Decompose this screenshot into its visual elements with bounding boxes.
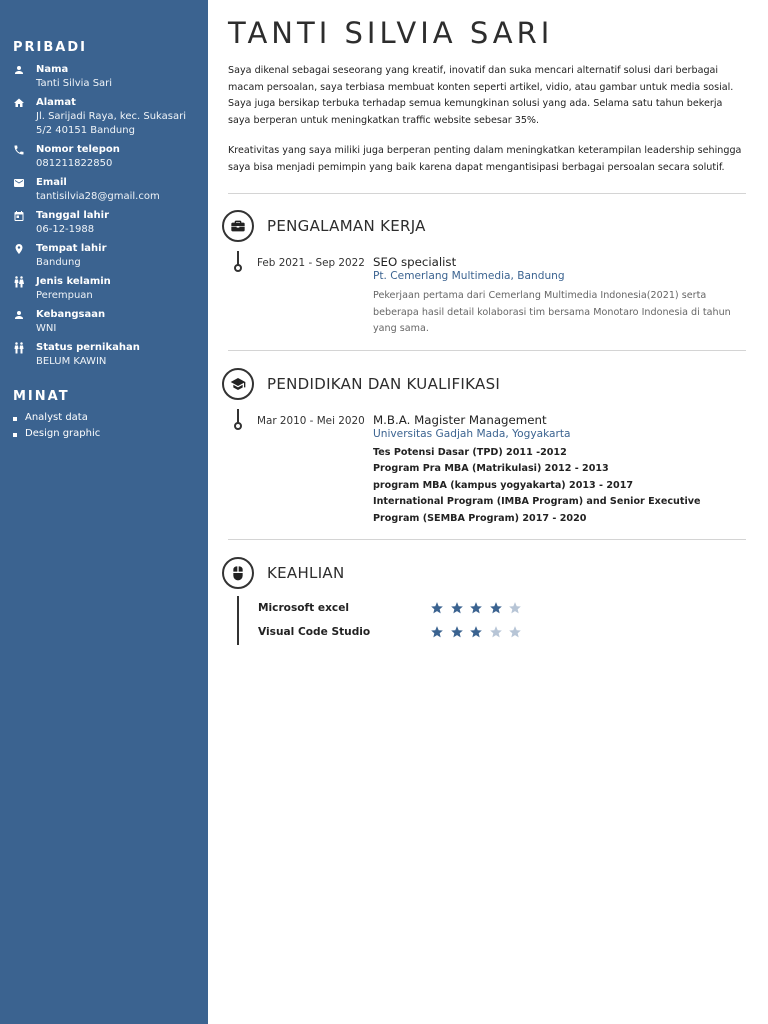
star-filled-icon [450,625,464,639]
personal-info-text [36,96,200,138]
personal-info-item [13,96,200,138]
skills-header [228,557,746,589]
info-value: Perempuan [36,290,93,301]
minat-item [13,428,200,439]
divider [228,539,746,540]
education-title: PENDIDIKAN DAN KUALIFIKASI [267,374,501,393]
personal-info-item [13,209,200,237]
divider [228,193,746,194]
info-value: Jl. Sarijadi Raya, kec. Sukasari 5/2 40151 Bandung [36,111,187,136]
star-filled-icon [430,601,444,615]
info-label: Nama [36,64,69,75]
personal-info-text [36,341,140,369]
skill-row [228,620,746,644]
divider [228,350,746,351]
summary-paragraph: Kreativitas yang saya miliki juga berperan penting dalam meningkatkan keterampilan leadership sehingga saya bisa menjadi pemimpin yang baik karena dapat mengantisipasi berbagai persoalan secara solutif. [228,145,742,173]
personal-info-item [13,341,200,369]
timeline-dot [234,422,242,430]
info-label: Kebangsaan [36,309,106,320]
bullet-icon [13,417,17,421]
minat-list [13,412,200,439]
info-label: Status pernikahan [36,342,140,353]
personal-info-text [36,63,112,91]
minat-item [13,412,200,423]
mouse-icon [222,557,254,589]
personal-info-item [13,143,200,171]
skill-row [228,596,746,620]
personal-info-item [13,308,200,336]
entry-body [373,413,746,528]
star-empty-icon [508,601,522,615]
main-content [228,0,746,644]
info-label: Tanggal lahir [36,210,110,221]
education-entry [228,413,746,528]
timeline-line [237,596,239,645]
minat-label: Design graphic [25,428,101,439]
experience-entry [228,255,746,338]
location-pin-icon [13,242,36,255]
qualification-item: Tes Potensi Dasar (TPD) 2011 -2012 [373,446,567,458]
entry-organization: Universitas Gadjah Mada, Yogyakarta [373,427,571,440]
skill-name: Microsoft excel [258,602,350,614]
briefcase-icon [222,210,254,242]
info-value: 06-12-1988 [36,224,95,235]
experience-header [228,210,746,242]
entry-title: SEO specialist [373,255,457,269]
skills-section [228,557,746,644]
entry-organization: Pt. Cemerlang Multimedia, Bandung [373,270,565,282]
couple-icon [13,341,36,354]
entry-date: Feb 2021 - Sep 2022 [257,257,365,269]
person-icon [13,63,36,76]
personal-info-item [13,176,200,204]
sidebar [0,0,208,1024]
info-value: tantisilvia28@gmail.com [36,191,160,202]
skill-rating [430,625,528,639]
pribadi-heading: PRIBADI [13,40,87,55]
qualification-item: International Program (IMBA Program) and Senior Executive Program (SEMBA Program) 2017 - 2020 [373,496,701,524]
skill-rating [430,601,528,615]
minat-label: Analyst data [25,412,88,423]
info-value: WNI [36,323,57,334]
info-value: Bandung [36,257,81,268]
entry-date: Mar 2010 - Mei 2020 [257,414,365,427]
personal-info-item [13,63,200,91]
education-section [228,368,746,528]
personal-info-text [36,176,160,204]
skills-list [228,596,746,644]
skills-title: KEAHLIAN [267,564,345,582]
minat-heading: MINAT [13,389,70,404]
person-icon [13,308,36,321]
phone-icon [13,143,36,156]
personal-info-text [36,308,105,336]
summary-paragraph: Saya dikenal sebagai seseorang yang kreatif, inovatif dan suka mencari alternatif solusi dari berbagai macam persoalan, saya terbiasa membuat konten seperti artikel, vidio, atau gambar untuk media sosial. Saya juga bersikap terbuka terhadap semua kemungkinan solusi yang ada. Selama satu tahun bekerja saya berperan untuk meningkatkan traffic website sebesar 35%. [228,65,734,126]
timeline-dot [234,264,242,272]
personal-info-item [13,242,200,270]
personal-info-text [36,143,120,171]
info-label: Jenis kelamin [36,276,111,287]
skill-name: Visual Code Studio [258,626,371,638]
info-value: BELUM KAWIN [36,356,107,367]
star-filled-icon [450,601,464,615]
info-value: Tanti Silvia Sari [36,78,113,89]
calendar-icon [13,209,36,222]
info-label: Tempat lahir [36,243,107,254]
bullet-icon [13,433,17,437]
info-label: Nomor telepon [36,144,120,155]
education-header [228,368,746,400]
candidate-name: TANTI SILVIA SARI [228,16,554,50]
star-filled-icon [430,625,444,639]
personal-info-item [13,275,200,303]
qualification-list [373,445,746,528]
entry-title: M.B.A. Magister Management [373,412,547,427]
home-icon [13,96,36,109]
graduation-cap-icon [222,368,254,400]
star-filled-icon [489,601,503,615]
experience-section [228,210,746,338]
personal-info-text [36,275,111,303]
qualification-item: program MBA (kampus yogyakarta) 2013 - 2017 [373,479,634,491]
star-empty-icon [508,625,522,639]
info-label: Email [36,177,67,188]
star-filled-icon [469,625,483,639]
star-empty-icon [489,625,503,639]
entry-description: Pekerjaan pertama dari Cemerlang Multimedia Indonesia(2021) serta beberapa hasil detail kolaborasi tim bersama Monotaro Indonesia di tahun yang sama. [373,290,731,334]
email-icon [13,176,36,189]
entry-body [373,255,746,338]
gender-icon [13,275,36,288]
experience-title: PENGALAMAN KERJA [267,217,426,235]
info-value: 081211822850 [36,158,113,169]
timeline-line [237,251,239,265]
info-label: Alamat [36,97,76,108]
personal-info-list [13,63,200,369]
qualification-item: Program Pra MBA (Matrikulasi) 2012 - 2013 [373,463,609,474]
timeline-line [237,409,239,423]
star-filled-icon [469,601,483,615]
personal-info-text [36,209,109,237]
personal-info-text [36,242,107,270]
